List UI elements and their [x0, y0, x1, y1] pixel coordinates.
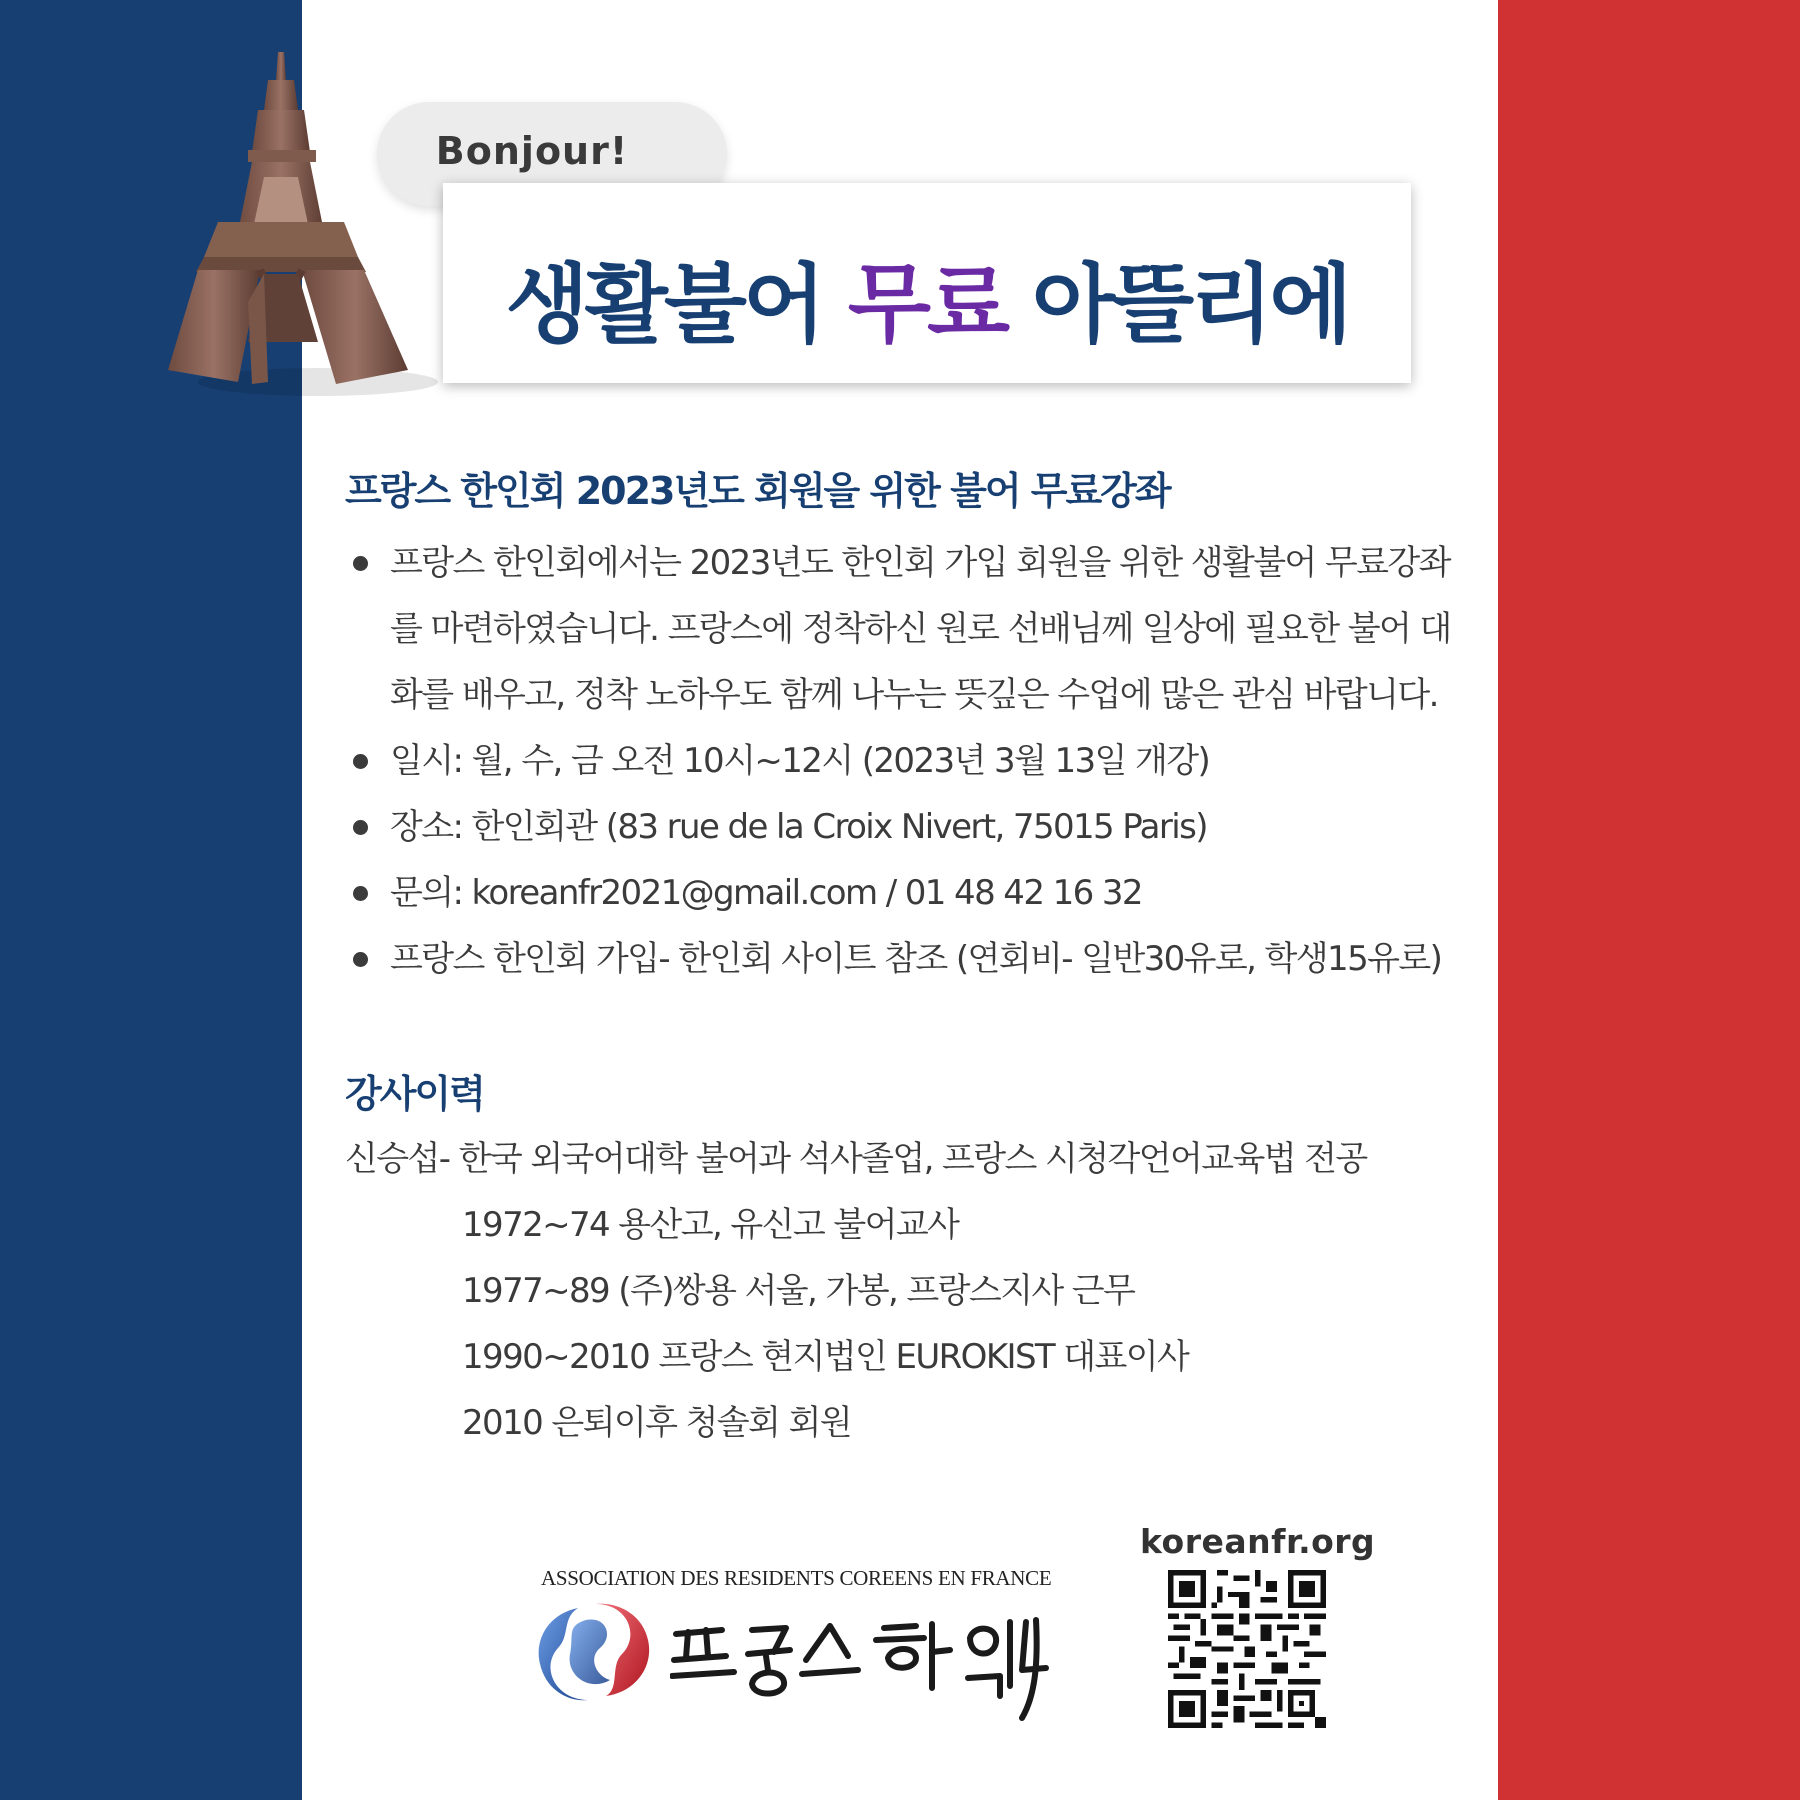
list-item	[348, 794, 1468, 860]
qr-code-icon[interactable]	[1168, 1570, 1326, 1728]
section-heading-course: 프랑스 한인회 2023년도 회원을 위한 불어 무료강좌	[345, 469, 1170, 513]
title-part1: 생활불어	[505, 255, 848, 355]
association-korean-calligraphy	[670, 1600, 1050, 1730]
instructor-career	[345, 1126, 1445, 1456]
section-heading-instructor: 강사이력	[345, 1072, 484, 1116]
association-name: ASSOCIATION DES RESIDENTS COREENS EN FRANCE	[541, 1566, 1052, 1590]
career-line: 신승섭- 한국 외국어대학 불어과 석사졸업, 프랑스 시청각언어교육법 전공	[345, 1139, 1367, 1179]
title-card	[443, 183, 1411, 383]
career-line: 2010 은퇴이후 청솔회 회원	[462, 1403, 851, 1443]
title-part2: 아뜰리에	[1006, 255, 1349, 355]
bullet-icon	[353, 556, 368, 571]
bullet-icon	[353, 952, 368, 967]
list-item-text: 일시: 월, 수, 금 오전 10시~12시 (2023년 3월 13일 개강)	[390, 741, 1210, 781]
list-item-text: 프랑스 한인회 가입- 한인회 사이트 참조 (연회비- 일반30유로, 학생15유로)	[390, 939, 1442, 979]
list-item-text: 프랑스 한인회에서는 2023년도 한인회 가입 회원을 위한 생활불어 무료강좌를 마련하였습니다. 프랑스에 정착하신 원로 선배님께 일상에 필요한 불어 대화를 배우고, 정착 노하우도 함께 나누는 뜻깊은 수업에 많은 관심 바랍니다.	[390, 543, 1451, 715]
list-item	[348, 860, 1468, 926]
page-title	[443, 235, 1411, 359]
bubble-text: Bonjour!	[435, 129, 629, 173]
flag-red-band	[1498, 0, 1800, 1800]
course-info-list	[348, 530, 1468, 992]
list-item	[348, 926, 1468, 992]
list-item-text: 장소: 한인회관 (83 rue de la Croix Nivert, 75015 Paris)	[390, 807, 1207, 847]
association-logo-icon	[536, 1596, 656, 1708]
bullet-icon	[353, 820, 368, 835]
career-line: 1972~74 용산고, 유신고 불어교사	[462, 1205, 959, 1245]
list-item	[348, 728, 1468, 794]
career-line: 1977~89 (주)쌍용 서울, 가봉, 프랑스지사 근무	[462, 1271, 1135, 1311]
bullet-icon	[353, 886, 368, 901]
career-line: 1990~2010 프랑스 현지법인 EUROKIST 대표이사	[462, 1337, 1189, 1377]
list-item-text: 문의: koreanfr2021@gmail.com / 01 48 42 16 32	[390, 873, 1142, 913]
list-item	[348, 530, 1468, 728]
website-label[interactable]: koreanfr.org	[1140, 1522, 1376, 1561]
bullet-icon	[353, 754, 368, 769]
title-accent: 무료	[847, 255, 1007, 355]
